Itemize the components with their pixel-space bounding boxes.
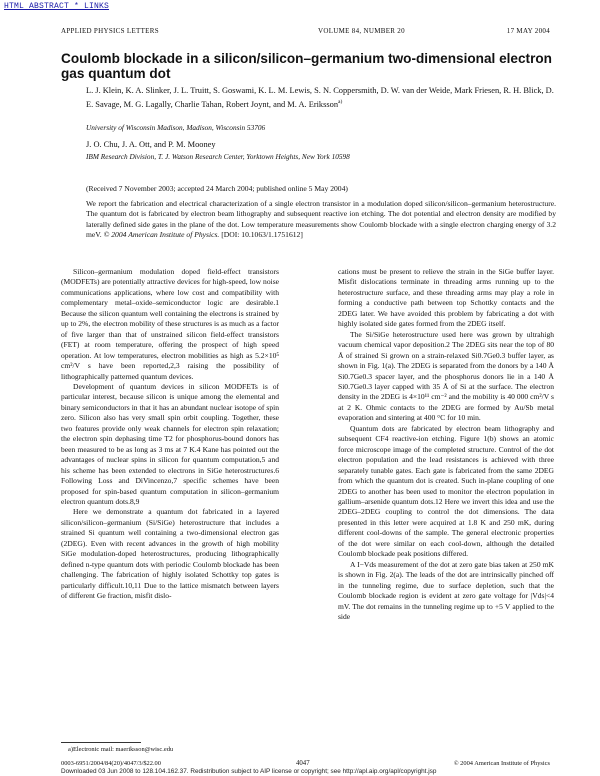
top-link-bar xyxy=(0,0,600,14)
affiliation-ibm: IBM Research Division, T. J. Watson Research Center, Yorktown Heights, New York 10598 xyxy=(86,152,350,161)
right-paragraph: cations must be present to relieve the strain in the SiGe buffer layer. Misfit dislocations terminate in threading arms running up to the heterostructure surface, and these threading arms may play a role in forming a conductive path between top Schottky contacts and the 2DEG later. We have avoided this problem by fabricating a dot with highly isolated side gates formed from the 2DEG itself. xyxy=(338,267,554,329)
right-paragraph: A I−Vds measurement of the dot at zero gate bias taken at 250 mK is shown in Fig. 2(a). The leads of the dot are intrinsically pinched off in the tunneling regime, due to surface depletion, such that the Coulomb blockade region is evident at zero gate voltage for |Vds|<4 mV. The dot remains in the tunneling regime up to +5 V applied to the side xyxy=(338,559,554,621)
footnote-email: a)Electronic mail: maeriksson@wisc.edu xyxy=(68,746,174,753)
abstract-copyright: © 2004 American Institute of Physics. xyxy=(103,230,220,240)
left-column xyxy=(61,267,279,745)
paper-title: Coulomb blockade in a silicon/silicon–germanium two-dimensional electron gas quantum dot xyxy=(61,51,552,81)
right-paragraph: Quantum dots are fabricated by electron beam lithography and subsequent CF4 reactive-ion etching. Figure 1(b) shows an atomic force microscope image of the completed structure. Control of the dot electron population and the lead resistances is achieved with three separately tunable gates. Each gate is fabricated from the same 2DEG from which the quantum dot is created. Such in-plane coupling of one 2DEG to another has been used to monitor the electron population in gallium–arsenide quantum dots.12 Here we invert this idea and use the 2DEG–2DEG coupling to control the dot dimensions. The data presented in this letter were acquired at 1.8 K and 250 mK, during different cool-downs of the sample. The general electronic properties of the dot were similar on each cool-down, although the detailed Coulomb blockade peak positions differed. xyxy=(338,423,554,559)
right-paragraph: The Si/SiGe heterostructure used here was grown by ultrahigh vacuum chemical vapor deposition.2 The 2DEG sits near the top of 80 Å of strained Si grown on a strain-relaxed Si0.7Ge0.3 buffer layer, as shown in Fig. 1(a). The 2DEG is separated from the donors by a 140 Å Si0.7Ge0.3 spacer layer, and the phosphorus donors lie in a 140 Å Si0.7Ge0.3 layer capped with 35 Å of Si at the surface. The electron density in the 2DEG is 4×10¹¹ cm⁻² and the mobility is 40 000 cm²/V s at 2 K. Ohmic contacts to the 2DEG are formed by Au/Sb metal evaporation and sintering at 400 °C for 10 min. xyxy=(338,329,554,423)
right-column xyxy=(338,267,554,757)
issn-code: 0003-6951/2004/84(20)/4047/3/$22.00 xyxy=(61,760,161,767)
issue-date: 17 MAY 2004 xyxy=(506,27,550,35)
abstract-doi: [DOI: 10.1063/1.1751612] xyxy=(221,230,303,240)
abstract-text: We report the fabrication and electrical characterization of a single electron transistor in a modulation doped silicon/silicon–germanium heterostructure. The quantum dot is fabricated by electron beam lithography and subsequent reactive ion etching. The dot potential and electron density are modified by laterally defined side gates in the plane of the dot. Low temperature measurements show Coulomb blockade with a single electron charging energy of 3.2 meV. xyxy=(86,199,556,240)
footnote-divider xyxy=(61,742,141,743)
footer-copyright: © 2004 American Institute of Physics xyxy=(453,760,550,767)
html-abstract-links[interactable]: HTML ABSTRACT * LINKS xyxy=(4,2,110,11)
journal-name: APPLIED PHYSICS LETTERS xyxy=(61,27,159,35)
author-note-marker: a) xyxy=(338,98,343,105)
left-paragraph: Here we demonstrate a quantum dot fabricated in a layered silicon/silicon–germanium (Si/SiGe) heterostructure that includes a strained Si quantum well containing a two-dimensional electron gas (2DEG). Even with recent advances in the growth of high mobility SiGe modulation-doped heterostructures, producing lithographically defined n-type quantum dots with periodic Coulomb blockade has been challenging. The fabrication of highly isolated Schottky top gates is particularly difficult.10,11 Due to the lattice mismatch between layers of different Ge fraction, misfit dislo- xyxy=(61,507,279,601)
volume-number: VOLUME 84, NUMBER 20 xyxy=(318,27,405,35)
author-list-2: J. O. Chu, J. A. Ott, and P. M. Mooney xyxy=(86,140,216,149)
author-list-1 xyxy=(86,86,556,110)
affiliation-wisconsin: University of Wisconsin Madison, Madison, Wisconsin 53706 xyxy=(86,123,266,132)
left-paragraph: Development of quantum devices in silicon MODFETs is of particular interest, because silicon is unique among the elemental and binary semiconductors in that it has an abundant nuclear isotope of spin zero. Silicon also has very small spin orbit coupling. Together, these two features provide only weak channels for electron spin relaxation; the electron spin dephasing time T2 for phosphorus-bound donors has been measured to be as long as 3 ms at 7 K.4 Kane has pointed out the advantages of nuclear spins in silicon for quantum computation,5 and his scheme has been extended to electrons in SiGe heterostructures.6 Following Loss and DiVincenzo,7 specific schemes have been proposed for spin-based quantum computation in silicon–germanium electron quantum dots.8,9 xyxy=(61,381,279,506)
received-dates: (Received 7 November 2003; accepted 24 March 2004; published online 5 May 2004) xyxy=(86,184,348,193)
abstract xyxy=(86,199,556,241)
authors-wisconsin: L. J. Klein, K. A. Slinker, J. L. Truitt, S. Goswami, K. L. M. Lewis, S. N. Coppersmith, D. W. van der Weide, Mark Friesen, R. H. Blick, D. E. Savage, M. G. Lagally, Charlie Tahan, Robert Joynt, and M. A. Eriksson xyxy=(86,86,554,109)
download-notice: Downloaded 03 Jun 2008 to 128.104.162.37. Redistribution subject to AIP license or copyright; see http://apl.aip.org/apl/copyright.jsp xyxy=(61,768,437,775)
left-paragraph: Silicon–germanium modulation doped field-effect transistors (MODFETs) are potentially attractive devices for high-speed, low noise communications applications, where low cost and compatibility with complementary metal–oxide–semiconductor logic are desirable.1 Because the silicon quantum well containing the electrons is strained by up to 2%, the electron mobility of these structures is as much as a factor of five larger than that of unstrained silicon field-effect transistors (FET) at room temperature, offering the prospect of high speed operation. At low temperatures, electron mobilities as high as 5.2×10⁵ cm²/V s have been reported,2,3 raising the possibility of lithographically patterned quantum devices. xyxy=(61,267,279,381)
page-number: 4047 xyxy=(296,760,310,767)
